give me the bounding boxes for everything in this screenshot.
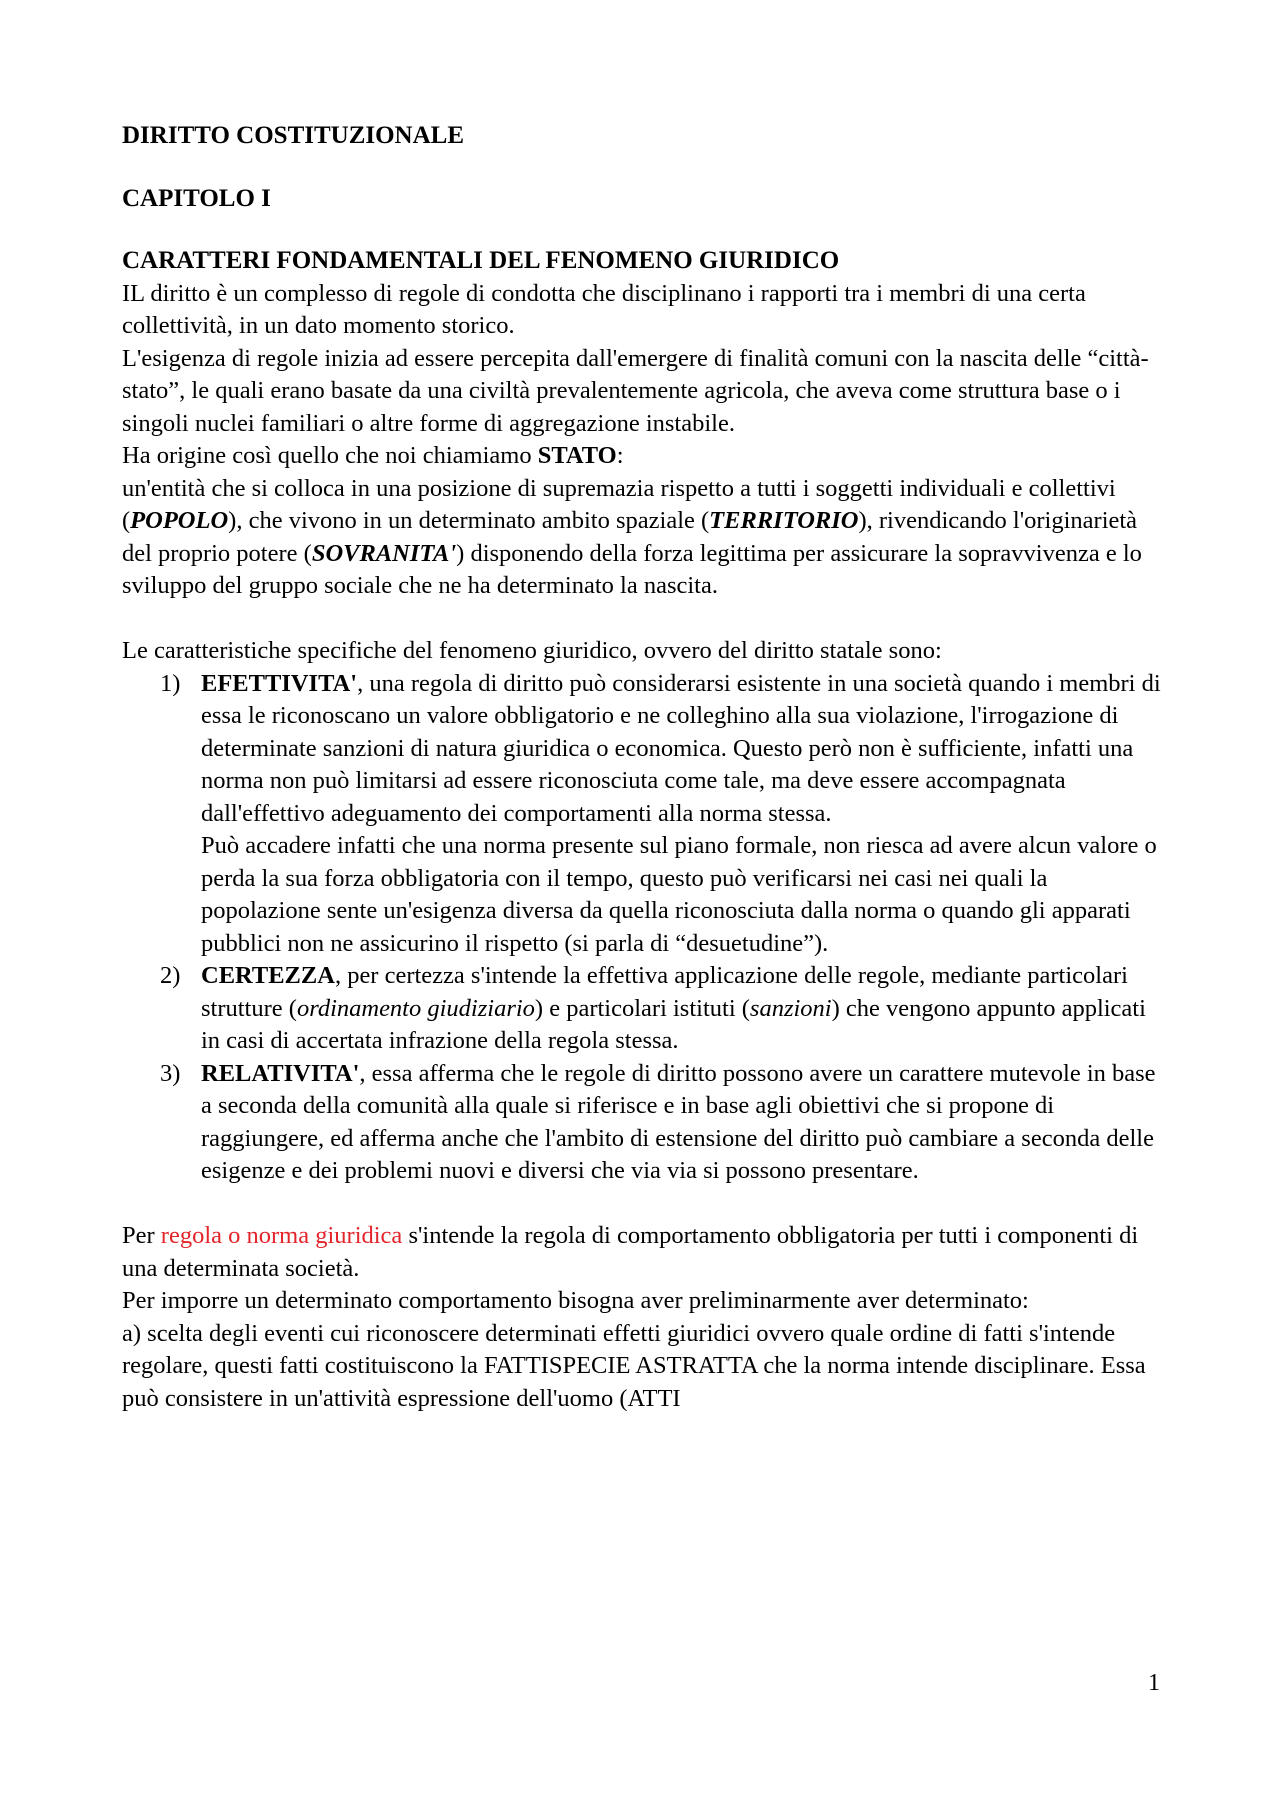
- norma-highlight: regola o norma giuridica: [160, 1222, 403, 1249]
- page-number: 1: [1148, 1670, 1160, 1696]
- features-intro: Le caratteristiche specifiche del fenomeno giuridico, ovvero del diritto statale sono:: [122, 637, 942, 664]
- list-item: [122, 1058, 1162, 1188]
- paragraph-impose: Per imporre un determinato comportamento bisogna aver preliminarmente aver determinato:: [122, 1287, 1029, 1314]
- list-number: 3): [160, 1059, 181, 1087]
- paragraph-stato-definition: [122, 473, 1162, 603]
- feature-text: , essa afferma che le regole di diritto possono avere un carattere mutevole in base a seconda della comunità alla quale si riferisce e in base agli obiettivi che si propone di raggiungere, ed afferma anche che l'ambito di estensione del diritto può cambiare a seconda delle esigenze e dei problemi nuovi e diversi che via via si possono presentare.: [201, 1059, 1156, 1184]
- features-list: [122, 668, 1162, 1188]
- section-heading: CARATTERI FONDAMENTALI DEL FENOMENO GIURIDICO: [122, 247, 840, 274]
- paragraph-norma: [122, 1220, 1162, 1285]
- feature-text-a: , per certezza s'intende la effettiva applicazione delle regole, mediante particolari strutture (: [201, 962, 1128, 1022]
- blank-line: [122, 1188, 1162, 1221]
- blank-line: [122, 603, 1162, 636]
- list-item: [122, 960, 1162, 1058]
- feature-text-b: ) e particolari istituti (: [534, 994, 750, 1022]
- definition-text-b: ), che vivono in un determinato ambito spaziale (: [228, 507, 710, 534]
- stato-text-before: Ha origine così quello che noi chiamiamo: [122, 442, 538, 469]
- feature-text: , una regola di diritto può considerarsi esistente in una società quando i membri di essa le riconoscano un valore obbligatorio e ne colleghino alla sua violazione, l'irrogazione di determinate sanzioni di natura giuridica o economica. Questo però non è sufficiente, infatti una norma non può limitarsi ad essere riconosciuta come tale, ma deve essere accompagnata dall'effettivo adeguamento dei comportamenti alla norma stessa.: [201, 669, 1161, 827]
- definition-text-c: ), rivendicando l'originarietà del proprio potere (: [122, 507, 1138, 567]
- norma-text-after: s'intende la regola di comportamento obbligatoria per tutti i componenti di una determinata società.: [122, 1222, 1139, 1282]
- popolo-term: POPOLO: [130, 507, 229, 534]
- stato-term: STATO: [537, 442, 617, 469]
- feature-text-c: ) che vengono appunto applicati in casi di accertata infrazione della regola stessa.: [201, 994, 1146, 1054]
- feature-term: RELATIVITA': [201, 1059, 360, 1087]
- document-title: DIRITTO COSTITUZIONALE: [122, 122, 465, 149]
- italic-term: sanzioni: [749, 994, 832, 1022]
- paragraph-point-a: a) scelta degli eventi cui riconoscere determinati effetti giuridici ovvero quale ordine di fatti s'intende regolare, questi fatti costituiscono la FATTISPECIE ASTRATTA che la norma intende disciplinare. Essa può consistere in un'attività espressione dell'uomo (ATTI: [122, 1319, 1146, 1412]
- stato-text-after: :: [616, 442, 624, 469]
- document-body: [122, 120, 1162, 1415]
- list-number: 1): [160, 669, 181, 697]
- norma-text-before: Per: [122, 1222, 161, 1249]
- list-number: 2): [160, 962, 181, 989]
- sovranita-term: SOVRANITA': [311, 539, 457, 567]
- feature-term: CERTEZZA: [201, 962, 335, 989]
- italic-term: ordinamento giudiziario: [296, 994, 535, 1022]
- paragraph-stato: [122, 440, 1162, 473]
- feature-term: EFETTIVITA': [201, 669, 358, 697]
- list-item: [122, 668, 1162, 961]
- definition-text-d: ) disponendo della forza legittima per assicurare la sopravvivenza e lo sviluppo del gruppo sociale che ne ha determinato la nascita.: [122, 539, 1142, 599]
- definition-text-a: un'entità che si colloca in una posizione di supremazia rispetto a tutti i soggetti individuali e collettivi (: [122, 474, 1116, 534]
- feature-continuation: Può accadere infatti che una norma presente sul piano formale, non riesca ad avere alcun valore o perda la sua forza obbligatoria con il tempo, questo può verificarsi nei casi nei quali la popolazione sente un'esigenza diversa da quella riconosciuta dalla norma o quando gli apparati pubblici non ne assicurino il rispetto (si parla di “desuetudine”).: [201, 832, 1157, 957]
- chapter-heading: CAPITOLO I: [122, 184, 271, 212]
- paragraph-intro-2: L'esigenza di regole inizia ad essere percepita dall'emergere di finalità comuni con la nascita delle “città-stato”, le quali erano basate da una civiltà prevalentemente agricola, che aveva come struttura base o i singoli nuclei familiari o altre forme di aggregazione instabile.: [122, 344, 1149, 437]
- territorio-term: TERRITORIO: [709, 507, 859, 534]
- paragraph-intro-1: IL diritto è un complesso di regole di condotta che disciplinano i rapporti tra i membri di una certa collettività, in un dato momento storico.: [122, 279, 1086, 339]
